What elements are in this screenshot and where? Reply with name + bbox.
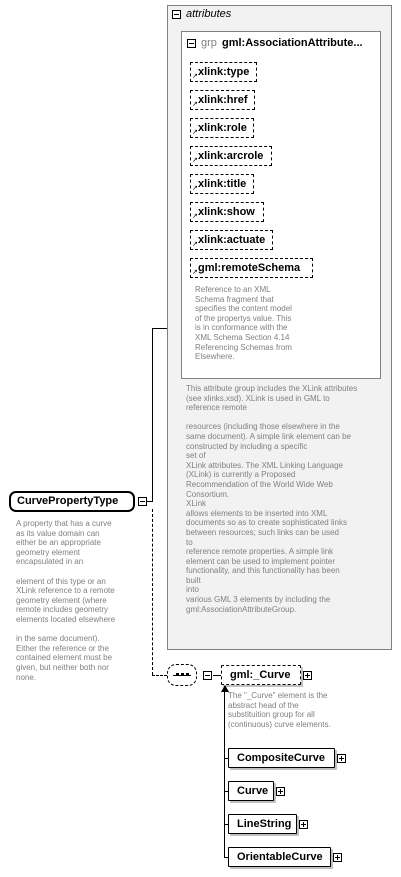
attributes-connector <box>152 328 153 502</box>
reference-arrow-icon: ↗ <box>192 129 198 136</box>
element-curve-label: Curve <box>237 785 269 797</box>
attribute-label: xlink:type <box>198 66 250 78</box>
element-linestring-label: LineString <box>237 818 292 830</box>
sequence-connector <box>152 509 153 675</box>
sequence-dot <box>181 673 184 676</box>
reference-arrow-icon: ↗ <box>192 241 198 248</box>
attribute-gml-remoteschema[interactable] <box>190 258 313 278</box>
attributes-collapse-icon[interactable] <box>172 10 181 19</box>
substitution-connector <box>224 686 225 857</box>
attribute-group-documentation: This attribute group includes the XLink attributes (see xlinks.xsd). XLink is used in GML to reference remote resources (including those elsewhere in the same document). A simple link element can be constructed by including a specific set of XLink attributes. The XML Linking Language (XLink) is currently a Proposed Recommendation of the World Wide Web Consortium. XLink allows elements to be inserted into XML documents so as to create sophisticated links between resources; such links can be used to reference remote properties. A simple link element can be used to implement pointer functionality, and this functionality has been built into various GML 3 elements by including the gml:AssociationAttributeGroup. <box>186 384 358 614</box>
attribute-xlink-show[interactable] <box>190 202 264 222</box>
attribute-label: xlink:actuate <box>198 234 266 246</box>
attribute-label: xlink:role <box>198 122 247 134</box>
root-documentation: A property that has a curve as its value domain can either be an appropriate geometry element encapsulated in an element of this type or an XLink reference to a remote geometry element (where remote includes geometry elements located elsewhere in the same document). Either the reference or the contained element must be given, but neither both nor none. <box>16 519 116 682</box>
attribute-group-prefix: grp <box>201 37 217 49</box>
sequence-collapse-icon[interactable] <box>203 671 212 680</box>
attribute-label: gml:remoteSchema <box>198 262 301 274</box>
element-orientablecurve[interactable] <box>228 847 331 867</box>
sequence-compositor-icon <box>167 664 197 686</box>
orientablecurve-expand-icon[interactable] <box>333 853 342 862</box>
element-curve[interactable] <box>228 781 274 801</box>
attributes-connector <box>152 328 167 329</box>
element-linestring[interactable] <box>228 814 297 834</box>
choice-connector <box>213 675 221 676</box>
linestring-expand-icon[interactable] <box>299 820 308 829</box>
attribute-xlink-type[interactable] <box>190 62 257 82</box>
curve-expand-icon[interactable] <box>276 787 285 796</box>
reference-arrow-icon: ↗ <box>192 157 198 164</box>
root-type-label: CurvePropertyType <box>17 495 119 507</box>
attribute-xlink-role[interactable] <box>190 118 254 138</box>
attribute-label: xlink:arcrole <box>198 150 264 162</box>
element-orientablecurve-label: OrientableCurve <box>237 851 323 863</box>
gml-curve-expand-icon[interactable] <box>303 671 312 680</box>
root-type-curvepropertytype[interactable] <box>9 491 135 512</box>
attribute-group-name[interactable]: gml:AssociationAttribute... <box>222 37 363 49</box>
gml-curve-documentation: The "_Curve" element is the abstract head of the substituition group for all (continuous) curve elements. <box>228 691 331 729</box>
sequence-connector <box>152 675 167 676</box>
attribute-label: xlink:title <box>198 178 247 190</box>
sequence-dot <box>176 673 179 676</box>
element-compositecurve[interactable] <box>228 748 335 768</box>
substitution-arrow-icon <box>221 685 229 692</box>
attribute-label: xlink:href <box>198 94 248 106</box>
root-collapse-icon[interactable] <box>138 497 147 506</box>
element-gml-curve[interactable] <box>221 665 301 685</box>
reference-arrow-icon: ↗ <box>192 185 198 192</box>
reference-arrow-icon: ↗ <box>192 269 198 276</box>
attribute-xlink-title[interactable] <box>190 174 254 194</box>
reference-arrow-icon: ↗ <box>192 101 198 108</box>
remote-schema-documentation: Reference to an XML Schema fragment that specifies the content model of the propertys value. This is in conformance with the XML Schema Section 4.14 Referencing Schemas from Elsewhere. <box>195 285 292 362</box>
reference-arrow-icon: ↗ <box>192 73 198 80</box>
element-gml-curve-label: gml:_Curve <box>230 669 291 681</box>
attribute-xlink-href[interactable] <box>190 90 255 110</box>
sequence-dot <box>186 673 189 676</box>
reference-arrow-icon: ↗ <box>192 213 198 220</box>
attribute-label: xlink:show <box>198 206 255 218</box>
element-compositecurve-label: CompositeCurve <box>237 752 326 764</box>
compositecurve-expand-icon[interactable] <box>337 754 346 763</box>
attribute-group-collapse-icon[interactable] <box>187 39 196 48</box>
attributes-label: attributes <box>186 8 232 20</box>
attribute-xlink-arcrole[interactable] <box>190 146 272 166</box>
attribute-xlink-actuate[interactable] <box>190 230 273 250</box>
